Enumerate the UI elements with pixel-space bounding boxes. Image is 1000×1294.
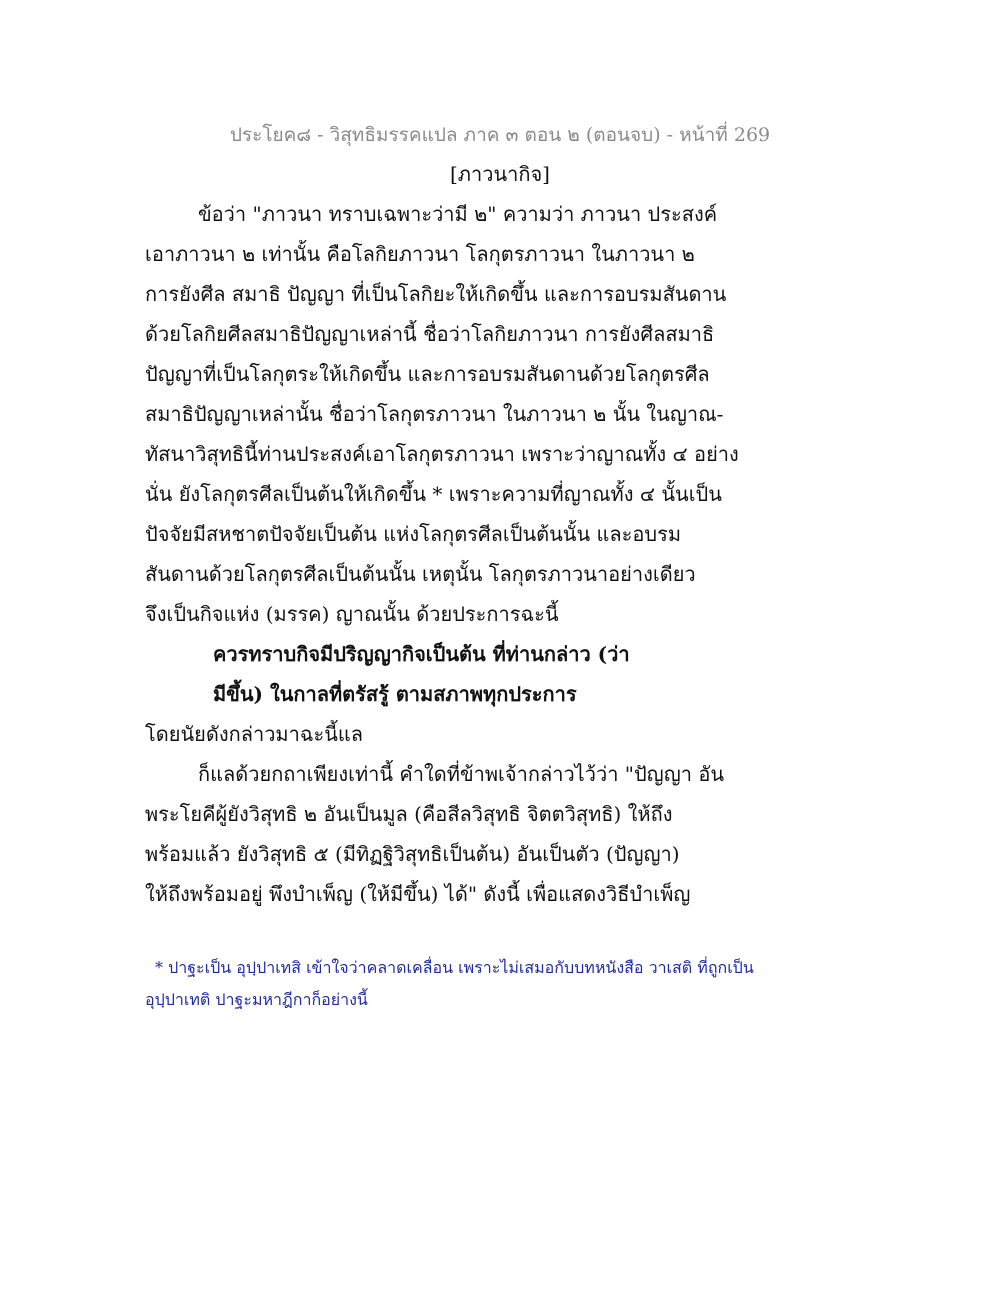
paragraph1-line: ทัสนาวิสุทธินี้ท่านประสงค์เอาโลกุตรภาวนา เพราะว่าญาณทั้ง ๔ อย่าง: [145, 442, 739, 466]
paragraph1-line: เอาภาวนา ๒ เท่านั้น คือโลกิยภาวนา โลกุตรภาวนา ในภาวนา ๒: [145, 242, 695, 266]
paragraph1-line: การยังศีล สมาธิ ปัญญา ที่เป็นโลกิยะให้เกิดขึ้น และการอบรมสันดาน: [145, 282, 727, 306]
paragraph1-line: ข้อว่า "ภาวนา ทราบเฉพาะว่ามี ๒" ความว่า ภาวนา ประสงค์: [198, 202, 718, 226]
verse-line: ควรทราบกิจมีปริญญากิจเป็นต้น ที่ท่านกล่าว (ว่า: [213, 642, 630, 666]
paragraph2-line: ให้ถึงพร้อมอยู่ พึงบำเพ็ญ (ให้มีขึ้น) ได้" ดังนี้ เพื่อแสดงวิธีบำเพ็ญ: [145, 882, 691, 906]
paragraph2-line: พระโยคีผู้ยังวิสุทธิ ๒ อันเป็นมูล (คือสีลวิสุทธิ จิตตวิสุทธิ) ให้ถึง: [145, 802, 673, 826]
paragraph2-line: ก็แลด้วยกถาเพียงเท่านี้ คำใดที่ข้าพเจ้ากล่าวไว้ว่า "ปัญญา อัน: [198, 762, 725, 786]
section-heading: [ภาวนากิจ]: [450, 162, 550, 186]
closing-line: โดยนัยดังกล่าวมาฉะนี้แล: [145, 722, 364, 746]
paragraph1-line: ปัญญาที่เป็นโลกุตระให้เกิดขึ้น และการอบรมสันดานด้วยโลกุตรศีล: [145, 362, 710, 386]
paragraph1-line: ปัจจัยมีสหชาตปัจจัยเป็นต้น แห่งโลกุตรศีลเป็นต้นนั้น และอบรม: [145, 522, 682, 546]
paragraph1-line: สันดานด้วยโลกุตรศีลเป็นต้นนั้น เหตุนั้น โลกุตรภาวนาอย่างเดียว: [145, 562, 696, 586]
paragraph2-line: พร้อมแล้ว ยังวิสุทธิ ๕ (มีทิฏฐิวิสุทธิเป็นต้น) อันเป็นตัว (ปัญญา): [145, 842, 680, 866]
paragraph1-line: นั่น ยังโลกุตรศีลเป็นต้นให้เกิดขึ้น * เพราะความที่ญาณทั้ง ๔ นั้นเป็น: [145, 482, 722, 506]
paragraph1-line: จึงเป็นกิจแห่ง (มรรค) ญาณนั้น ด้วยประการฉะนี้: [145, 602, 559, 626]
page-header: ประโยค๘ - วิสุทธิมรรคแปล ภาค ๓ ตอน ๒ (ตอนจบ) - หน้าที่ 269: [229, 124, 771, 146]
paragraph1-line: ด้วยโลกิยศีลสมาธิปัญญาเหล่านี้ ชื่อว่าโลกิยภาวนา การยังศีลสมาธิ: [145, 322, 715, 346]
verse-line: มีขึ้น) ในกาลที่ตรัสรู้ ตามสภาพทุกประการ: [213, 682, 577, 706]
paragraph1-line: สมาธิปัญญาเหล่านั้น ชื่อว่าโลกุตรภาวนา ในภาวนา ๒ นั้น ในญาณ-: [145, 402, 724, 426]
footnote-line: อุปฺปาเทติ ปาฐะมหาฎีกาก็อย่างนี้: [145, 990, 368, 1009]
footnote-line: * ปาฐะเป็น อุปฺปาเทสิ เข้าใจว่าคลาดเคลื่อน เพราะไม่เสมอกับบทหนังสือ วาเสติ ที่ถูกเป็น: [155, 958, 754, 977]
